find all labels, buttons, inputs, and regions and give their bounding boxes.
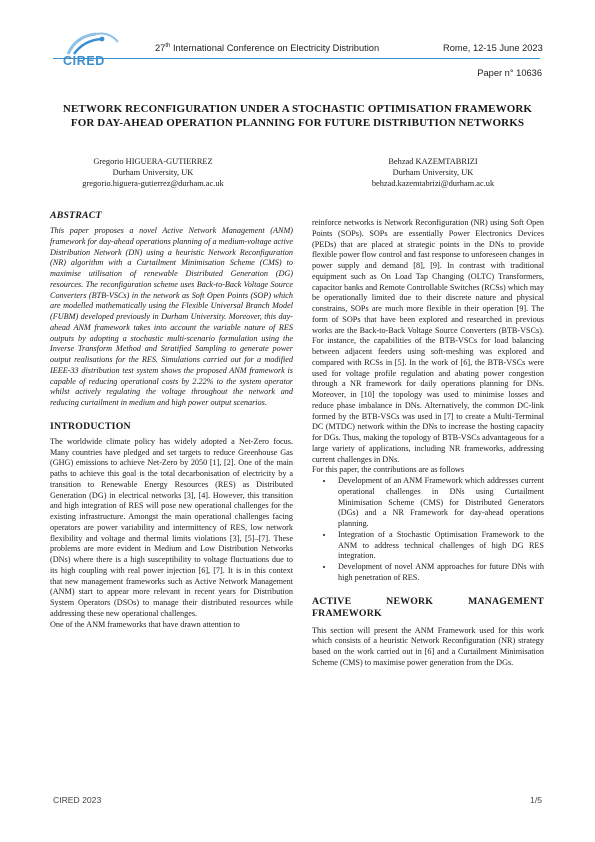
list-item: • Development of novel ANM approaches for future DNs with high penetration of RES. — [334, 562, 544, 584]
paper-number: Paper n° 10636 — [477, 68, 542, 78]
header-rule — [53, 58, 540, 59]
contributions-intro: For this paper, the contributions are as follows — [312, 465, 465, 475]
list-item: • Development of an ANM Framework which addresses current operational challenges in DNs using Curtailment Minimisation Scheme (CMS) for Distributed Generators (DGs) and a NR Framework for day-ahead operations planning. — [334, 476, 544, 530]
body-paragraph: reinforce networks is Network Reconfiguration (NR) using Soft Open Points (SOPs). SOPs are essentially Power Electronics Devices (PEDs) that are placed at strategic points in the DNs to provide flexible power flow control and fast response to unforeseen changes in power supply and demand [8], [9]. In contrast with traditional equipment such as On Load Tap Changing (OLTC) Transformers, capacitor banks and Remote Controllable Switches (RCSs) which may be operationally limited due to their discrete nature and physical constrains, SOPs are much more flexible in their operation [9]. The form of SOPs that have been explored and researched in previous works are the Back-to-Back Voltage Source Converters (BTB-VSCs). For instance, the capabilities of the BTB-VSCs for load balancing between adjacent feeders using soft-meshing was explored and compared with RCSs in [5]. In the work of [6], the BTB-VSCs were used for voltage profile regulation and abating power congestion through a NR framework for daily operations planning for DNs. Moreover, in [10] the topology was used to minimise losses and reduce phase imbalance in DNs. Alternatively, the common DC-link formed by the BTB-VSCs was used in [7] to create a Multi-Terminal DC (MTDC) network within the DNs to increase the hosting capacity for DGs. Thus, making the topology of BTB-VSCs advantageous for a large variety of applications, including NR frameworks, addressing current challenges in DNs. — [312, 218, 544, 464]
conference-number: 27 — [155, 43, 166, 54]
contributions-list — [312, 476, 544, 584]
author-block-2 — [318, 156, 548, 189]
anm-paragraph: This section will present the ANM Framework used for this work which consists of a heuristic Network Reconfiguration (NR) strategy based on the work carried out in [6] and a Curtailment Minimisation Scheme (CMS) to maximise power generation from the DGs. — [312, 625, 544, 667]
conference-title: International Conference on Electricity Distribution — [170, 43, 380, 54]
cired-logo — [62, 30, 132, 68]
author-name: Behzad KAZEMTABRIZI — [388, 157, 478, 166]
paper-title: NETWORK RECONFIGURATION UNDER A STOCHASTIC OPTIMISATION FRAMEWORK FOR DAY-AHEAD OPERATION PLANNING FOR FUTURE DISTRIBUTION NETWORKS — [62, 103, 533, 129]
conference-name — [155, 43, 379, 53]
author-block-1 — [38, 156, 268, 189]
intro-paragraph: One of the ANM frameworks that have drawn attention to — [50, 619, 240, 629]
abstract-text: This paper proposes a novel Active Network Management (ANM) framework for day-ahead operations planning of a medium-voltage active Distribution Network (DN) using a heuristic Network Reconfiguration (NR) algorithm with a Curtailment Minimisation Scheme (CMS) to maximise utilisation of renewable Distributed Generation (DG) resources. The reconfiguration scheme uses Back-to-Back Voltage Source Converters (BTB-VSCs) in the network as Soft Open Points (SOP) which are modelled mathematically using the Flexible Universal Branch Model (FUBM) developed previously in Durham University. Moreover, this day-ahead ANM framework takes into account the variable nature of RES outputs by adopting a stochastic multi-scenario formulation using the Inverse Transform Method and Stratified Sampling to generate power output realisations for the RES. Simulations carried out for a modified IEEE-33 distribution test system shows the proposed ANM framework is capable of reducing operational costs by 2.22% to the system operator whilst actively regulating the voltage throughout the network and reducing curtailment in medium and high power output scenarios. — [50, 226, 293, 407]
author-name: Gregorio HIGUERA-GUTIERREZ — [93, 157, 213, 166]
conference-ordinal: th — [165, 43, 171, 49]
author-email[interactable]: behzad.kazemtabrizi@durham.ac.uk — [371, 179, 495, 188]
introduction-heading: INTRODUCTION — [50, 420, 131, 432]
logo-text: CIRED — [63, 54, 105, 68]
left-column — [50, 210, 293, 630]
intro-paragraph: The worldwide climate policy has widely adopted a Net-Zero focus. Many countries have pledged and set targets to reduce Greenhouse Gas (GHG) emissions to achieve Net-Zero by 2050 [1], [2]. One of the main paths to achieve this goal is the total decarbonisation of electricity by a transition to Renewable Energy Resources (RES) as Distributed Generation (DG) in electrical networks [3], [4]. However, this transition and high integration of RES will pose new operational challenges for the existing infrastructure. Amongst the main operational challenges facing operators are power variability and intermittency of RES, low network flexibility and voltage and thermal limits violations [3], [5]–[7]. These problems are more evident in Medium and Low Distribution Networks (DNs) where there is a high susceptibility to voltage fluctuations due to its high coupling with real power injection [6], [7]. It is in this context that new management frameworks such as Active Network Management (ANM) start to appear more relevant in recent years for Distribution System Operators (DSOs) to manage their distributed resources while addressing these new operational challenges. — [50, 436, 293, 618]
abstract-heading: ABSTRACT — [50, 210, 102, 221]
location-date: Rome, 12-15 June 2023 — [443, 43, 543, 53]
footer-left: CIRED 2023 — [53, 795, 102, 805]
list-item: • Integration of a Stochastic Optimisation Framework to the ANM to address technical challenges of high DG RES integration. — [334, 530, 544, 562]
author-email[interactable]: gregorio.higuera-gutierrez@durham.ac.uk — [82, 179, 224, 188]
cired-arc-icon — [62, 30, 132, 56]
author-affiliation: Durham University, UK — [392, 168, 474, 177]
right-column — [312, 218, 544, 669]
page-number: 1/5 — [530, 795, 542, 805]
anm-heading: ACTIVE NEWORK MANAGEMENT FRAMEWORK — [312, 595, 544, 619]
author-affiliation: Durham University, UK — [112, 168, 194, 177]
